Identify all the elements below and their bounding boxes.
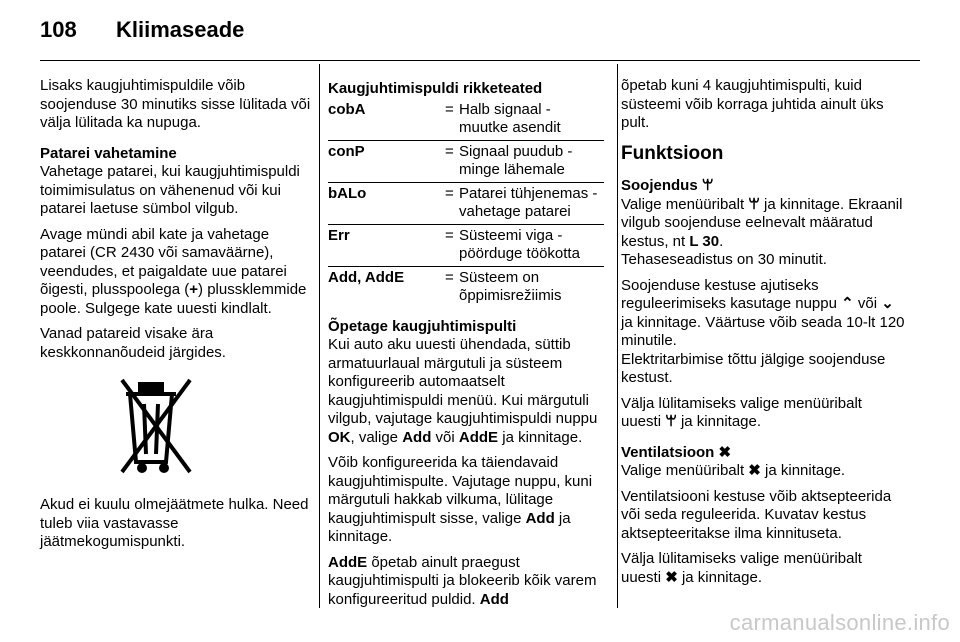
table-row <box>328 185 604 222</box>
adde-option: AddE <box>328 553 368 571</box>
learn-heading: Õpetage kaugjuhtimispulti <box>328 317 517 335</box>
crossed-bin-icon <box>118 376 198 480</box>
duration-value: L 30 <box>689 232 720 250</box>
up-arrow-icon: ⌃ <box>841 295 854 312</box>
learn-text: Kui auto aku uuesti ühendada, süttib armatuurlaual märgutuli ja süsteem konfigureerib automaatselt kaugjuhtimispuldi menüü. Kui märgutuli vilgub, vajutage kaugjuhtimispuldi nuppu <box>328 336 598 427</box>
heating-text: või <box>853 295 882 312</box>
heating-paragraph-1 <box>621 196 906 270</box>
learn-paragraph-3 <box>328 554 604 610</box>
learn-paragraph-1 <box>328 336 604 447</box>
heating-text: ja kinnitage. Väärtuse võib seada 10-lt 120 minutile. <box>621 313 905 349</box>
table-row <box>328 269 604 306</box>
equals-sign: = <box>445 268 454 286</box>
heating-text: Valige menüüribalt <box>621 195 749 213</box>
equals-sign: = <box>445 142 454 160</box>
battery-text-a: Avage mündi abil kate ja vahetage patarei (CR 2430 või samaväärne), veendudes, et paigaldate uue patarei õigesti, plusspoolega ( <box>40 225 287 298</box>
column-2 <box>328 80 604 616</box>
learn-text: ja kinnitage. <box>498 428 583 446</box>
heating-text: ja kinnitage. Ekraanil vilgub soojenduse eelnevalt määratud kestus, nt <box>621 195 903 250</box>
heating-text: Välja lülitamiseks valige menüüribalt uuesti <box>621 394 862 430</box>
row-divider <box>328 140 604 141</box>
intro-paragraph: Lisaks kaugjuhtimispuldile võib soojenduse 30 minutiks sisse lülitada või välja lülitada ka nupuga. <box>40 77 311 131</box>
header-divider <box>40 60 920 61</box>
fan-icon: ✖ <box>718 443 732 461</box>
factory-setting-text: Tehaseseadistus on 30 minutit. <box>621 251 827 268</box>
ventilation-text: ja kinnitage. <box>677 568 763 586</box>
error-description: Signaal puudub - minge lähemale <box>459 142 573 178</box>
learn-text: või <box>431 428 459 446</box>
error-table <box>328 101 604 306</box>
battery-heading: Patarei vahetamine <box>40 144 177 162</box>
heating-heading <box>621 177 906 196</box>
column-1 <box>40 77 312 559</box>
section-heading: Funktsioon <box>621 142 724 164</box>
page-title: Kliimaseade <box>116 17 245 42</box>
error-code: Err <box>328 226 350 244</box>
disposal-paragraph: Vanad patareid visake ära keskkonnanõudeid järgides. <box>40 325 226 361</box>
down-arrow-icon: ⌄ <box>881 295 894 312</box>
add-option: Add <box>402 428 432 446</box>
heating-icon: ꕚ <box>665 413 677 430</box>
plus-icon: + <box>189 281 199 298</box>
error-description: Süsteemi viga - pöörduge töökotta <box>459 226 580 262</box>
learn-paragraph-2 <box>328 454 604 547</box>
heating-paragraph-3 <box>621 395 906 432</box>
error-description: Patarei tühjenemas - vahetage patarei <box>459 184 598 220</box>
ventilation-text: Välja lülitamiseks valige menüüribalt uuesti <box>621 550 862 586</box>
heating-text: . <box>719 232 724 250</box>
ventilation-paragraph-3 <box>621 550 906 587</box>
battery-paragraph-2 <box>40 226 312 319</box>
ventilation-paragraph-2: Ventilatsiooni kestuse võib aktsepteerida või seda reguleerida. Kuvatav kestus aktsepteeritakse ilma kinnituseta. <box>621 487 892 542</box>
ventilation-heading <box>621 444 906 463</box>
equals-sign: = <box>445 184 454 202</box>
error-code: conP <box>328 142 365 160</box>
continued-paragraph: õpetab kuni 4 kaugjuhtimispulti, kuid süsteemi võib korraga juhtida ainult üks pult. <box>621 77 884 131</box>
error-code: Add, AddE <box>328 268 405 286</box>
equals-sign: = <box>445 100 454 118</box>
heating-paragraph-2 <box>621 277 906 388</box>
battery-paragraph-1: Vahetage patarei, kui kaugjuhtimispuldi toimimisulatus on vähenenud või kui patarei laetuse sümbol vilgub. <box>40 163 300 217</box>
watermark: carmanualsonline.info <box>729 610 950 635</box>
fan-icon: ✖ <box>665 568 678 586</box>
error-code: bALo <box>328 184 367 202</box>
page-number: 108 <box>40 17 77 42</box>
table-row <box>328 143 604 180</box>
learn-text: ja kinnitage. <box>328 509 571 545</box>
table-row <box>328 227 604 264</box>
add-option: Add <box>525 509 555 527</box>
column-divider-2 <box>617 64 618 608</box>
learn-text: , valige <box>350 428 403 446</box>
row-divider <box>328 182 604 183</box>
heating-text: ja kinnitage. <box>676 413 762 430</box>
equals-sign: = <box>445 226 454 244</box>
error-description: Halb signaal - muutke asendit <box>459 100 561 136</box>
add-option: Add <box>479 590 509 608</box>
learn-text: õpetab ainult praegust kaugjuhtimispulti ja blokeerib kõik varem konfigureeritud puldid. <box>328 553 597 608</box>
heating-text: Soojenduse kestuse ajutiseks reguleerimiseks kasutage nuppu <box>621 276 842 312</box>
error-description: Süsteem on õppimisrežiimis <box>459 268 562 304</box>
waste-paragraph: Akud ei kuulu olmejäätmete hulka. Need tuleb viia vastavasse jäätmekogumispunkti. <box>40 496 309 550</box>
heating-icon: ꕚ <box>748 195 760 213</box>
learn-text: Võib konfigureerida ka täiendavaid kaugjuhtimispulte. Vajutage nuppu, kuni märgutuli hakkab vilkuma, lülitage kaugjuhtimispult sisse, valige <box>328 454 593 527</box>
column-divider-1 <box>319 64 320 608</box>
row-divider <box>328 266 604 267</box>
ventilation-text: Valige menüüribalt <box>621 462 749 479</box>
errors-heading: Kaugjuhtimispuldi rikketeated <box>328 80 543 97</box>
adde-option: AddE <box>458 428 499 446</box>
error-code: cobA <box>328 100 366 118</box>
heating-icon: ꕚ <box>701 177 714 194</box>
row-divider <box>328 224 604 225</box>
fan-icon: ✖ <box>748 462 761 479</box>
column-3 <box>621 77 906 594</box>
ok-key: OK <box>328 428 351 446</box>
consumption-text: Elektritarbimise tõttu jälgige soojenduse kestust. <box>621 350 886 386</box>
heating-heading-text: Soojendus <box>621 177 698 194</box>
battery-text-b: ) plussklemmide poole. Sulgege kate uuesti kindlalt. <box>40 281 307 317</box>
table-row <box>328 101 604 138</box>
ventilation-heading-text: Ventilatsioon <box>621 443 715 461</box>
ventilation-paragraph-1 <box>621 462 906 481</box>
ventilation-text: ja kinnitage. <box>760 462 846 479</box>
